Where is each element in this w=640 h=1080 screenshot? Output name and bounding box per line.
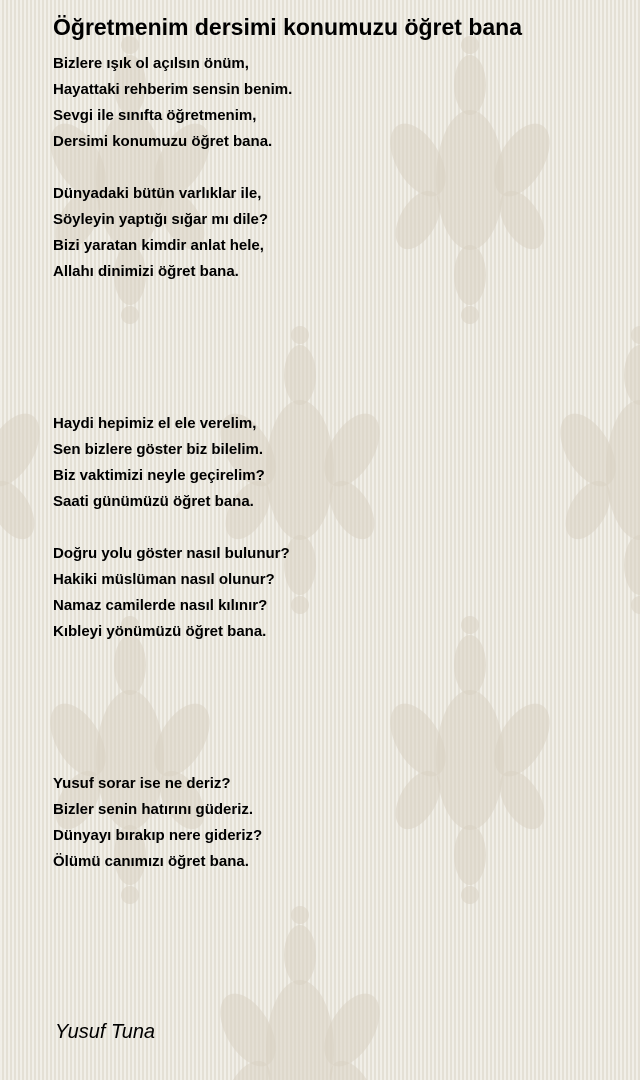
poem-author: Yusuf Tuna [55, 1021, 156, 1043]
poem-line: Haydi hepimiz el ele verelim, [53, 415, 257, 432]
poem-line: Saati günümüzü öğret bana. [53, 493, 254, 510]
poem-line: Bizi yaratan kimdir anlat hele, [53, 237, 264, 254]
poem-stanza-2 [53, 181, 268, 285]
poem-stanza-3 [53, 411, 265, 515]
poem-line: Bizler senin hatırını güderiz. [53, 801, 254, 818]
poem-line: Ölümü canımızı öğret bana. [53, 853, 249, 870]
poem-stanza-1 [53, 51, 292, 155]
poem-line: Hakiki müslüman nasıl olunur? [53, 571, 275, 588]
poem-line: Dünyadaki bütün varlıklar ile, [53, 185, 262, 202]
poem-stanza-5 [53, 771, 262, 875]
poem-line: Sen bizlere göster biz bilelim. [53, 441, 264, 458]
poem-line: Doğru yolu göster nasıl bulunur? [53, 545, 290, 562]
poem-line: Dersimi konumuzu öğret bana. [53, 133, 273, 150]
poem-line: Dünyayı bırakıp nere gideriz? [53, 827, 263, 844]
poem-line: Kıbleyi yönümüzü öğret bana. [53, 623, 267, 640]
poem-line: Biz vaktimizi neyle geçirelim? [53, 467, 265, 484]
poem-line: Hayattaki rehberim sensin benim. [53, 81, 293, 98]
poem-line: Yusuf sorar ise ne deriz? [53, 775, 231, 792]
poem-line: Bizlere ışık ol açılsın önüm, [53, 55, 249, 72]
poem-line: Söyleyin yaptığı sığar mı dile? [53, 211, 269, 228]
poem-title: Öğretmenim dersimi konumuzu öğret bana [53, 14, 523, 40]
poem-stanza-4 [53, 541, 290, 645]
poem-line: Namaz camilerde nasıl kılınır? [53, 597, 268, 614]
poem-line: Sevgi ile sınıfta öğretmenim, [53, 107, 257, 124]
poem-line: Allahı dinimizi öğret bana. [53, 263, 239, 280]
